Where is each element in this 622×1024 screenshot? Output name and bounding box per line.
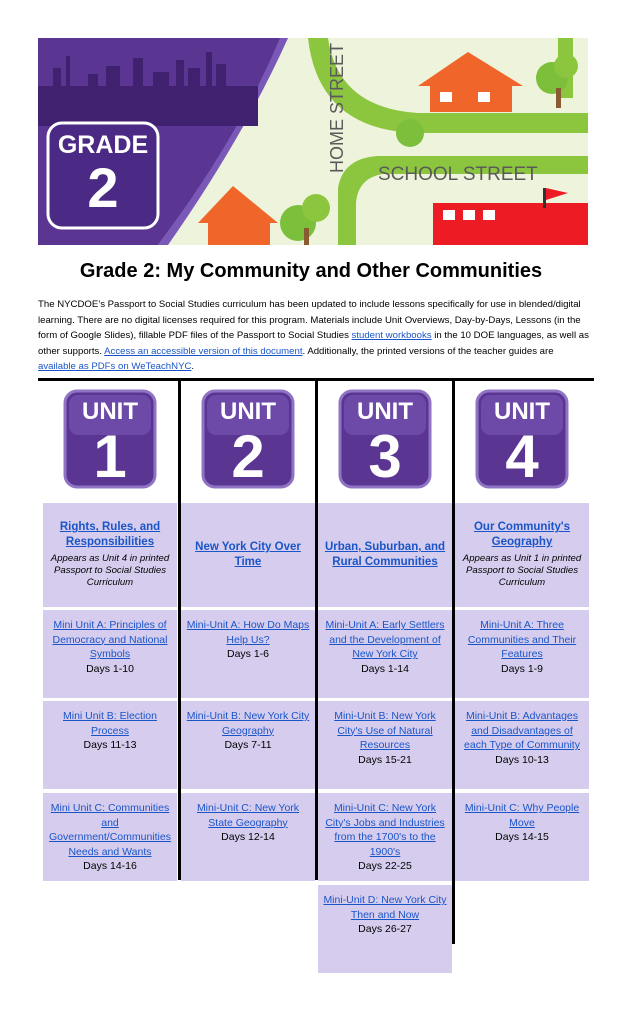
mini-unit-link[interactable]: Mini-Unit D: New York City Then and Now [323,894,447,921]
unit-badge [63,389,157,489]
mini-unit-days: Days 1-10 [86,662,134,675]
unit-header-cell [181,503,315,607]
unit-column [318,381,452,981]
unit-badge-number: 4 [505,423,539,489]
grade-number: 2 [87,156,119,219]
unit-badge-shape [475,389,569,489]
accessible-version-link[interactable]: Access an accessible version of this document [104,345,303,357]
mini-unit-link[interactable]: Mini Unit C: Communities and Government/Communities Needs and Wants [49,802,171,858]
school-street-sign: SCHOOL STREET [378,164,538,185]
mini-unit-days: Days 1-6 [226,648,269,661]
unit-column [43,381,177,981]
unit-title-link[interactable]: Urban, Suburban, and Rural Communities [324,541,446,568]
mini-unit-days: Days 22-25 [358,860,412,873]
mini-unit-days: Days 14-16 [83,860,137,873]
student-workbooks-link[interactable]: student workbooks [351,330,432,342]
unit-badge-number: 1 [93,423,127,489]
mini-unit-cell [43,701,177,789]
mini-unit-days: Days 12-14 [221,831,275,844]
intro-paragraph [38,297,590,375]
unit-badge [475,389,569,489]
mini-unit-link[interactable]: Mini-Unit A: Three Communities and Their Features [467,619,577,661]
unit-badge-word: UNIT [82,398,138,425]
mini-unit-link[interactable]: Mini-Unit C: Why People Move [464,802,580,829]
unit-title-link[interactable]: Rights, Rules, and Responsibilities [59,521,161,549]
mini-unit-link[interactable]: Mini-Unit B: New York City Geography [186,710,310,737]
home-street-sign: HOME STREET [327,42,347,173]
mini-unit-link[interactable]: Mini Unit A: Principles of Democracy and National Symbols [52,619,168,661]
unit-note: Appears as Unit 1 in printed Passport to Social Studies Curriculum [462,552,582,589]
unit-badge-shape [63,389,157,489]
grade-badge [48,123,158,228]
unit-title-link[interactable]: Our Community's Geography [473,521,571,549]
mini-unit-days: Days 11-13 [83,739,137,752]
mini-unit-days: Days 1-14 [361,662,409,675]
mini-unit-days: Days 14-15 [495,831,549,844]
grade-banner [38,38,588,245]
mini-unit-cell [318,793,452,881]
mini-unit-link[interactable]: Mini-Unit B: New York City's Use of Natural Resources [334,710,436,752]
unit-badge-word: UNIT [220,398,276,425]
mini-unit-cell [318,610,452,698]
unit-badge [338,389,432,489]
mini-unit-link[interactable]: Mini-Unit A: Early Settlers and the Development of New York City [325,619,445,661]
mini-unit-cell [181,793,315,881]
mini-unit-days: Days 26-27 [358,923,412,936]
mini-unit-link[interactable]: Mini-Unit A: How Do Maps Help Us? [186,619,310,646]
unit-note: Appears as Unit 4 in printed Passport to Social Studies Curriculum [50,552,170,589]
mini-unit-cell [455,610,589,698]
mini-unit-link[interactable]: Mini-Unit C: New York State Geography [196,802,300,829]
mini-unit-days: Days 7-11 [224,739,272,752]
intro-text-3: . Additionally, the printed versions of the teacher guides are [302,345,554,357]
mini-unit-link[interactable]: Mini-Unit B: Advantages and Disadvantages of each Type of Community [464,710,580,752]
intro-text-2: in the 10 DOE languages, as well as other supports. [38,330,589,357]
unit-badge-word: UNIT [494,398,550,425]
grade-word: GRADE [57,131,149,159]
mini-unit-days: Days 15-21 [358,753,412,766]
mini-unit-link[interactable]: Mini Unit B: Election Process [63,710,157,737]
mini-unit-days: Days 10-13 [495,753,549,766]
unit-column [455,381,589,981]
mini-unit-cell [455,793,589,881]
intro-text-1: The NYCDOE’s Passport to Social Studies curriculum has been updated to include lessons specifically for use in blended/digital learning. There are no digital licenses required for this program. Materials include Unit Overviews, Day-by-Days, Lessons (in the form of Google Slides), fillable PDF files of the Passport to Social Studies [38,299,581,342]
mini-unit-cell [181,610,315,698]
unit-header-cell [318,503,452,607]
intro-text-4: . [191,361,195,373]
unit-title-link[interactable]: New York City Over Time [195,541,301,568]
mini-unit-cell [43,793,177,881]
mini-unit-cell [455,701,589,789]
mini-unit-cell [43,610,177,698]
unit-badge-shape [201,389,295,489]
mini-unit-cell [318,885,452,973]
mini-unit-cell [318,701,452,789]
unit-header-cell [43,503,177,607]
unit-column [181,381,315,981]
page-title: Grade 2: My Community and Other Communities [79,260,543,282]
unit-badge-number: 3 [368,423,402,489]
mini-unit-link[interactable]: Mini-Unit C: New York City's Jobs and Industries from the 1700's to the 1900's [325,802,445,858]
unit-header-cell [455,503,589,607]
unit-badge [201,389,295,489]
mini-unit-cell [181,701,315,789]
unit-badge-word: UNIT [357,398,413,425]
unit-badge-number: 2 [231,423,265,489]
mini-unit-days: Days 1-9 [500,662,543,675]
unit-badge-shape [338,389,432,489]
weteachnyc-link[interactable]: available as PDFs on WeTeachNYC [38,361,192,373]
